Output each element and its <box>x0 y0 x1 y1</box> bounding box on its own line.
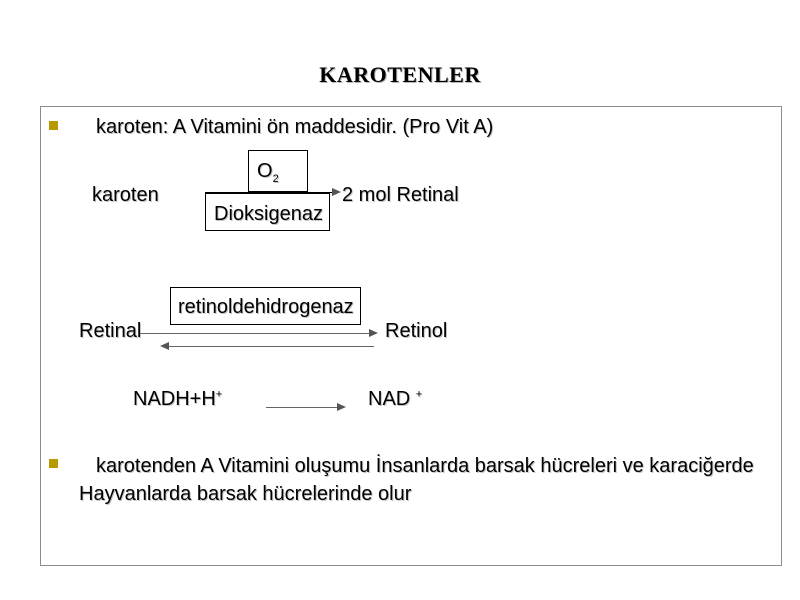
bullet-marker-2 <box>49 459 58 468</box>
reaction1-cofactor <box>257 160 279 185</box>
nad-sup: + <box>415 388 423 401</box>
reaction2-reverse-line <box>168 346 374 347</box>
reaction2-forward-head <box>369 329 378 337</box>
reaction1-cofactor-sub: 2 <box>272 173 279 185</box>
bullet-1-text: karoten: A Vitamini ön maddesidir. (Pro Vit A) <box>96 116 494 138</box>
reaction2-cofactor-right <box>368 388 422 411</box>
reaction2-right: Retinol <box>385 320 448 342</box>
bullet-marker-1 <box>49 121 58 130</box>
nad-main: NAD <box>368 388 416 410</box>
reaction1-product: 2 mol Retinal <box>342 184 459 206</box>
reaction2-cofactor-left <box>133 388 222 411</box>
reaction2-forward-line <box>140 333 370 334</box>
nadh-main: NADH+H <box>133 388 216 410</box>
reaction1-enzyme: Dioksigenaz <box>214 203 323 225</box>
reaction2-reverse-head <box>160 342 169 350</box>
reaction1-cofactor-main: O <box>257 160 273 182</box>
slide-title: KAROTENLER <box>319 62 481 87</box>
cofactor-arrow-line <box>266 407 338 408</box>
cofactor-arrow-head <box>337 403 346 411</box>
bullet-2-line-1: karotenden A Vitamini oluşumu İnsanlarda barsak hücreleri ve karaciğerde <box>96 455 754 477</box>
reaction1-arrow-head <box>332 188 341 196</box>
bullet-2-line-2: Hayvanlarda barsak hücrelerinde olur <box>79 483 412 505</box>
reaction1-substrate: karoten <box>92 184 159 206</box>
nadh-sup: + <box>215 388 223 401</box>
reaction2-enzyme: retinoldehidrogenaz <box>178 296 354 318</box>
reaction2-left: Retinal <box>79 320 142 342</box>
